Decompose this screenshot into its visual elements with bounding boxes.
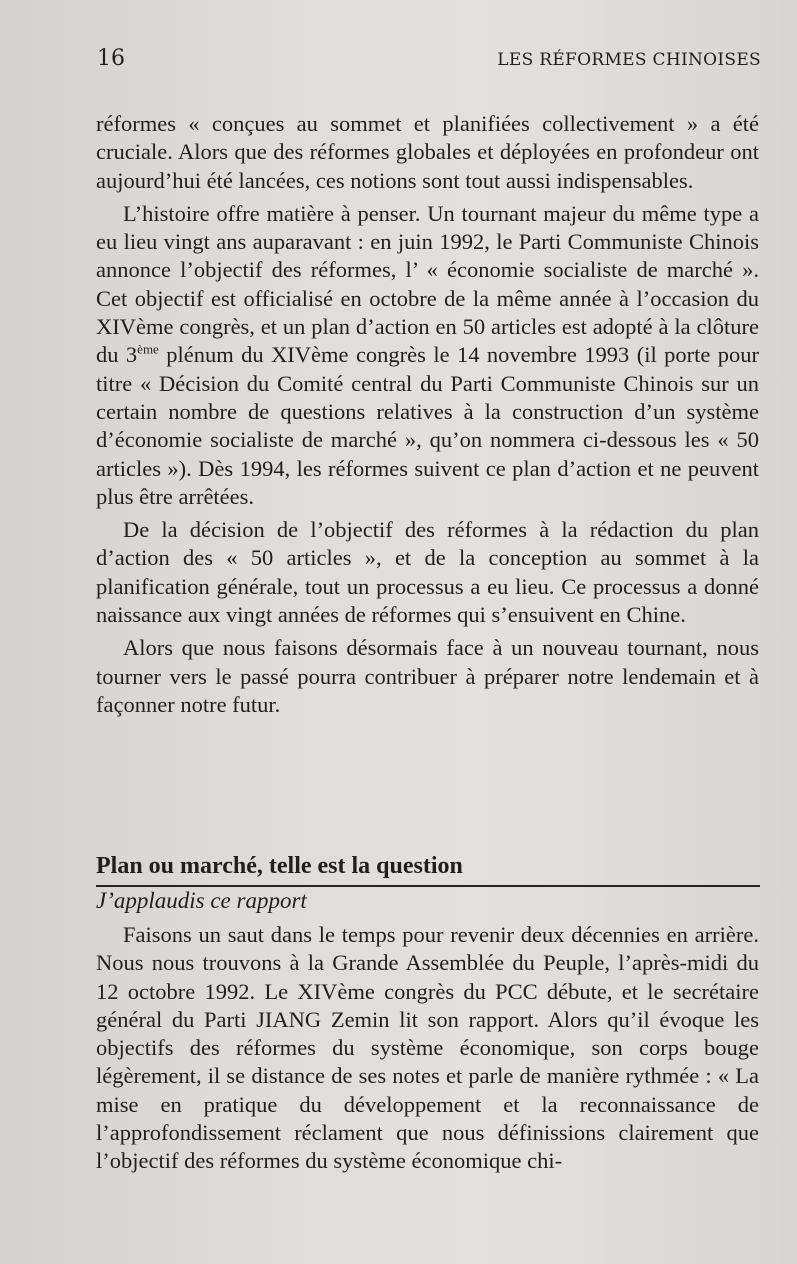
body-text — [96, 110, 759, 719]
page-header — [97, 46, 761, 76]
page-number: 16 — [97, 46, 125, 71]
section-body-text — [96, 921, 759, 1176]
paragraph — [96, 200, 759, 511]
paragraph: De la décision de l’objectif des réformes à la rédaction du plan d’action des « 50 articles », et de la conception au sommet à la planification générale, tout un processus a eu lieu. Ce processus a donné naissance aux vingt années de réformes qui s’ensuivent en Chine. — [96, 517, 759, 628]
ordinal-superscript: ème — [137, 341, 159, 357]
paragraph-part: L’histoire offre matière à penser. Un tournant majeur du même type a eu lieu vingt ans auparavant : en juin 1992, le Parti Communiste Chinois annonce l’objectif des réformes, l’ « économie socialiste de marché ». Cet objectif est officialisé en octobre de la même année à l’occasion du XIVème congrès, et un plan d’action en 50 articles est adopté à la clôture du 3 — [96, 200, 759, 368]
paragraph-part: plénum du XIVème congrès le 14 novembre 1993 (il porte pour titre « Décision du Comité central du Parti Communiste Chinois sur un certain nombre de questions relatives à la construction d’un système d’économie socialiste de marché », qu’on nommera ci-dessous les « 50 articles »). Dès 1994, les réformes suivent ce plan d’action et ne peuvent plus être arrêtées. — [96, 342, 759, 509]
running-title: LES RÉFORMES CHINOISES — [497, 50, 761, 70]
section-heading: Plan ou marché, telle est la question — [96, 850, 760, 887]
sub-heading: J’applaudis ce rapport — [96, 888, 307, 913]
paragraph: réformes « conçues au sommet et planifiées collectivement » a été cruciale. Alors que des réformes globales et déployées en profondeur ont aujourd’hui été lancées, ces notions sont tout aussi indispensables. — [96, 111, 759, 193]
paragraph: Faisons un saut dans le temps pour revenir deux décennies en arrière. Nous nous trouvons à la Grande Assemblée du Peuple, l’après-midi du 12 octobre 1992. Le XIVème congrès du PCC débute, et le secrétaire général du Parti JIANG Zemin lit son rapport. Alors qu’il évoque les objectifs des réformes du système économique, son corps bouge légèrement, il se distance de ses notes et parle de manière rythmée : « La mise en pratique du développement et la reconnaissance de l’approfondissement réclament que nous définissions clairement que l’objectif des réformes du système économique chi- — [96, 922, 759, 1174]
paragraph: Alors que nous faisons désormais face à un nouveau tournant, nous tourner vers le passé pourra contribuer à préparer notre lendemain et à façonner notre futur. — [96, 635, 759, 717]
